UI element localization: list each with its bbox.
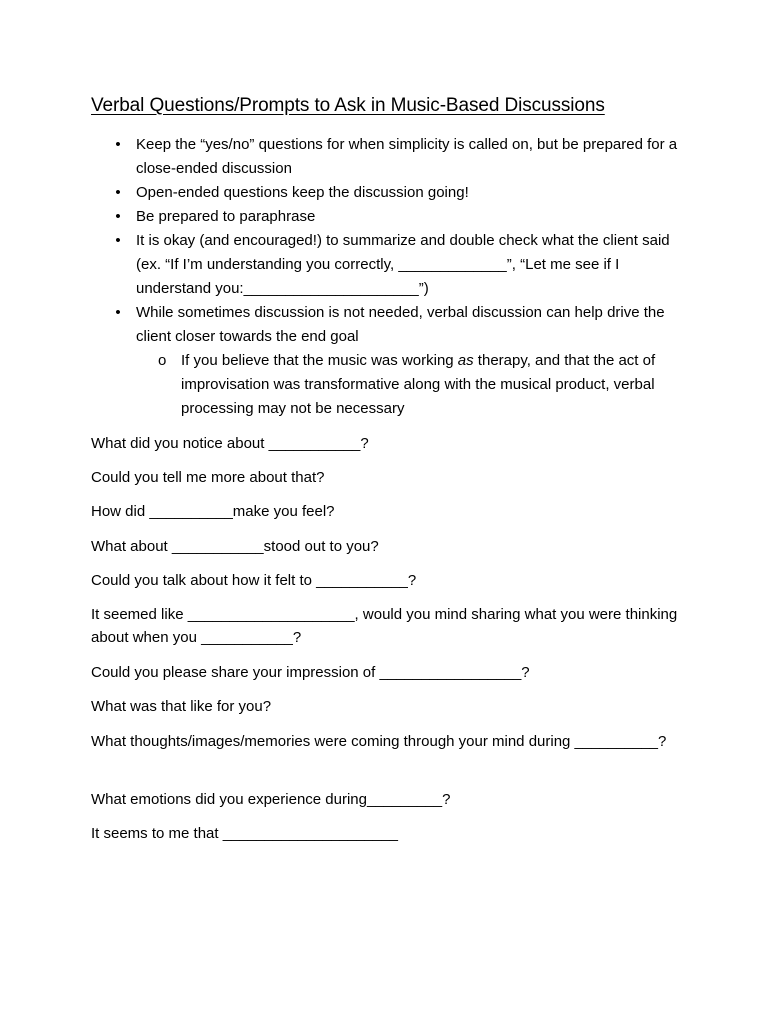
prompt-question: It seems to me that _____________________ [91,825,398,842]
prompt-question: It seemed like ____________________, would you mind sharing what you were thinking about when you ___________? [91,606,682,646]
guideline-item [0,229,768,301]
bullet-icon: • [115,232,121,249]
guideline-item [0,301,768,421]
bullet-icon: • [115,304,121,321]
sub-guideline-text-end: therapy, and that the act of improvisation was transformative along with the musical product, verbal processing may not be necessary [181,352,656,417]
prompt-question: Could you tell me more about that? [91,469,325,486]
sub-guidelines-list [136,349,688,421]
prompt-question: How did __________make you feel? [91,503,335,520]
sub-guideline-emphasis: as [457,352,474,369]
guideline-item [0,205,768,229]
prompt-question: What emotions did you experience during_________? [91,791,451,808]
prompt-question: What thoughts/images/memories were coming through your mind during __________? [91,733,667,750]
guideline-text: Open-ended questions keep the discussion going! [136,184,469,201]
guideline-text: Be prepared to paraphrase [136,208,316,225]
sub-guideline-text-start: If you believe that the music was working [181,352,458,369]
prompt-question: What was that like for you? [91,698,272,715]
prompt-question: Could you please share your impression of _________________? [91,664,530,681]
bullet-icon: • [115,136,121,153]
guidelines-list [0,133,768,421]
sub-bullet-icon: o [158,352,167,369]
bullet-icon: • [115,184,121,201]
guideline-text: Keep the “yes/no” questions for when simplicity is called on, but be prepared for a close-ended discussion [136,136,678,177]
prompt-question: What about ___________stood out to you? [91,538,379,555]
sub-guideline-item [136,349,688,421]
guideline-text: While sometimes discussion is not needed, verbal discussion can help drive the client closer towards the end goal [136,304,665,345]
guideline-item [0,181,768,205]
bullet-icon: • [115,208,121,225]
guideline-item [0,133,768,181]
prompt-question: What did you notice about ___________? [91,435,369,452]
page-title: Verbal Questions/Prompts to Ask in Music-Based Discussions [91,95,605,116]
prompt-question: Could you talk about how it felt to ___________? [91,572,417,589]
guideline-text: It is okay (and encouraged!) to summarize and double check what the client said (ex. “If I’m understanding you correctly, _____________”, “Let me see if I understand you:_____________________”) [136,232,670,297]
